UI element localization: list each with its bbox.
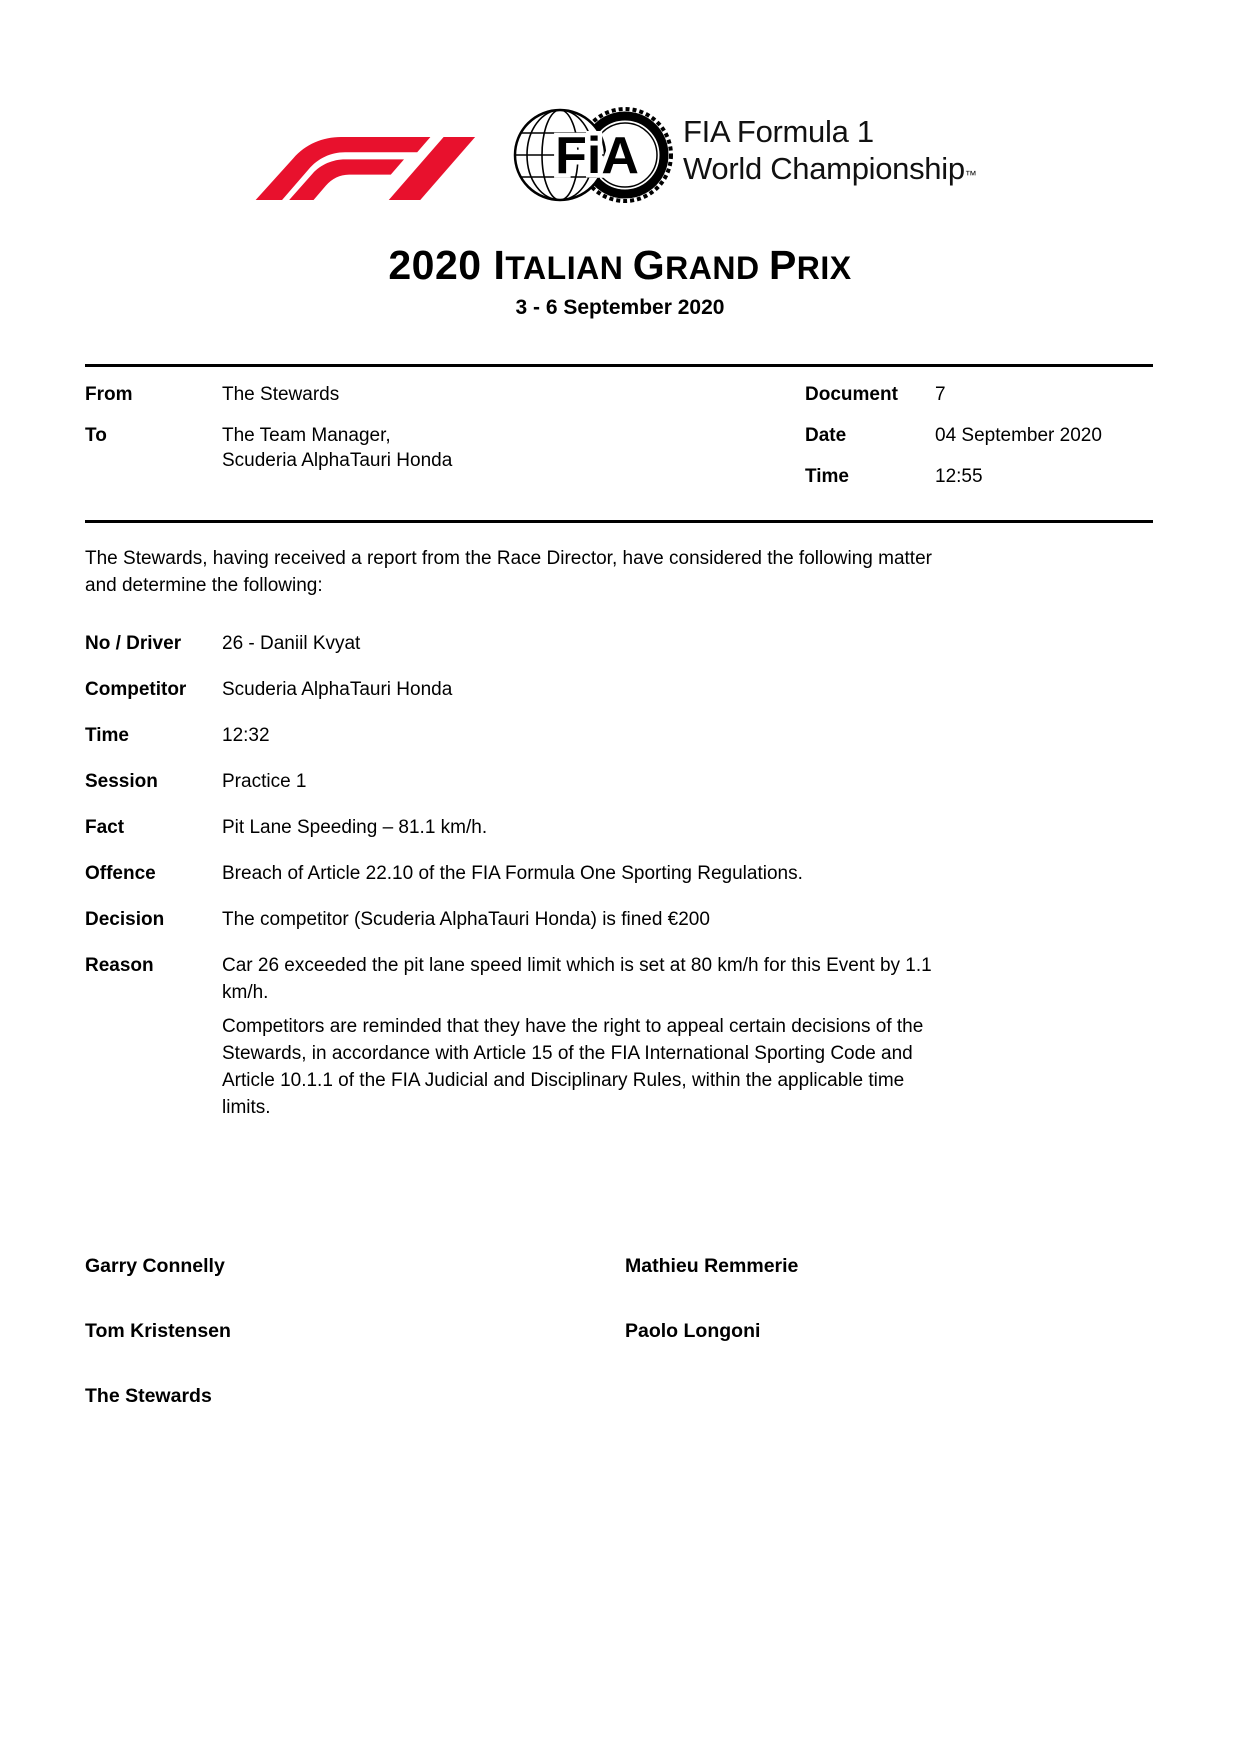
signature-name: Garry Connelly: [85, 1255, 225, 1277]
signature-footer-row: [85, 1383, 1115, 1410]
field-value: Breach of Article 22.10 of the FIA Formula One Sporting Regulations.: [222, 863, 803, 884]
field-label: Competitor: [85, 679, 187, 700]
field-value: The competitor (Scuderia AlphaTauri Honda) is fined €200: [222, 909, 710, 930]
field-row: [85, 814, 1115, 841]
decision-body: [85, 545, 1115, 1140]
svg-text:FiA: FiA: [555, 127, 639, 185]
wordmark-line1: FIA Formula 1: [683, 114, 874, 149]
time-label: Time: [805, 466, 850, 487]
field-row: [85, 860, 1115, 887]
title-big-letter: I: [493, 242, 506, 288]
signatures-block: [85, 1253, 1115, 1448]
date-label: Date: [805, 425, 847, 446]
field-label: Fact: [85, 817, 125, 838]
from-label: From: [85, 384, 133, 405]
time-row: [805, 464, 1165, 489]
signature-row: [85, 1253, 1115, 1280]
text-line: The Team Manager,: [222, 425, 391, 446]
field-value: Practice 1: [222, 771, 307, 792]
field-row: [85, 952, 1115, 1121]
text-line: and determine the following:: [85, 575, 323, 596]
document-label: Document: [805, 384, 898, 405]
fia-logo-icon: [513, 105, 683, 205]
decision-fields: [85, 630, 1115, 1121]
to-label: To: [85, 425, 107, 446]
signature-name: The Stewards: [85, 1385, 212, 1407]
to-row: [85, 423, 705, 473]
field-value: Pit Lane Speeding – 81.1 km/h.: [222, 817, 488, 838]
from-value: The Stewards: [222, 384, 340, 405]
document-row: [805, 382, 1165, 407]
event-dates: 3 - 6 September 2020: [515, 296, 725, 319]
field-label: Decision: [85, 909, 165, 930]
from-row: [85, 382, 705, 407]
field-label: Time: [85, 725, 130, 746]
date-value: 04 September 2020: [935, 425, 1102, 446]
title-small-caps: TALIAN: [505, 250, 633, 286]
field-label: No / Driver: [85, 633, 182, 654]
signature-row: [85, 1318, 1115, 1345]
f1-logo-icon: [255, 137, 490, 200]
signature-name: Paolo Longoni: [625, 1320, 761, 1342]
title-small-caps: RIX: [796, 250, 852, 286]
field-row: [85, 768, 1115, 795]
field-value: 12:32: [222, 725, 270, 746]
field-label: Offence: [85, 863, 156, 884]
intro-paragraph: [85, 545, 1115, 599]
field-row: [85, 676, 1115, 703]
field-value: [222, 952, 1107, 1121]
field-paragraph: Car 26 exceeded the pit lane speed limit which is set at 80 km/h for this Event by 1.1 km/h.: [222, 955, 932, 1003]
title-big-letter: G: [632, 242, 666, 288]
time-value: 12:55: [935, 466, 983, 487]
signature-name: Mathieu Remmerie: [625, 1255, 799, 1277]
title-small-caps: RAND: [665, 250, 769, 286]
field-row: [85, 630, 1115, 657]
divider-top: [85, 364, 1153, 367]
title-big-letter: 2020: [388, 242, 494, 288]
field-row: [85, 906, 1115, 933]
trademark-symbol: ™: [964, 168, 977, 182]
to-value: [222, 423, 452, 473]
fia-formula1-wordmark: [683, 113, 976, 194]
field-value: Scuderia AlphaTauri Honda: [222, 679, 453, 700]
header-logo-block: [255, 105, 1015, 205]
field-label: Session: [85, 771, 158, 792]
field-value: 26 - Daniil Kvyat: [222, 633, 361, 654]
date-row: [805, 423, 1165, 448]
text-line: Scuderia AlphaTauri Honda: [222, 450, 453, 471]
field-label: Reason: [85, 955, 154, 976]
wordmark-line2: World Championship™: [683, 151, 977, 186]
text-line: The Stewards, having received a report from the Race Director, have considered the following matter: [85, 548, 932, 569]
meta-document-info: [805, 382, 1165, 505]
document-number: 7: [935, 384, 946, 405]
divider-bottom: [85, 520, 1153, 523]
page-title: [0, 243, 1240, 290]
field-paragraph: Competitors are reminded that they have the right to appeal certain decisions of the Stewards, in accordance with Article 15 of the FIA International Sporting Code and Article 10.1.1 of the FIA Judicial and Disciplinary Rules, within the applicable time limits.: [222, 1016, 924, 1118]
meta-from-to: [85, 382, 705, 489]
title-big-letter: P: [768, 242, 797, 288]
signature-name: Tom Kristensen: [85, 1320, 231, 1342]
field-row: [85, 722, 1115, 749]
